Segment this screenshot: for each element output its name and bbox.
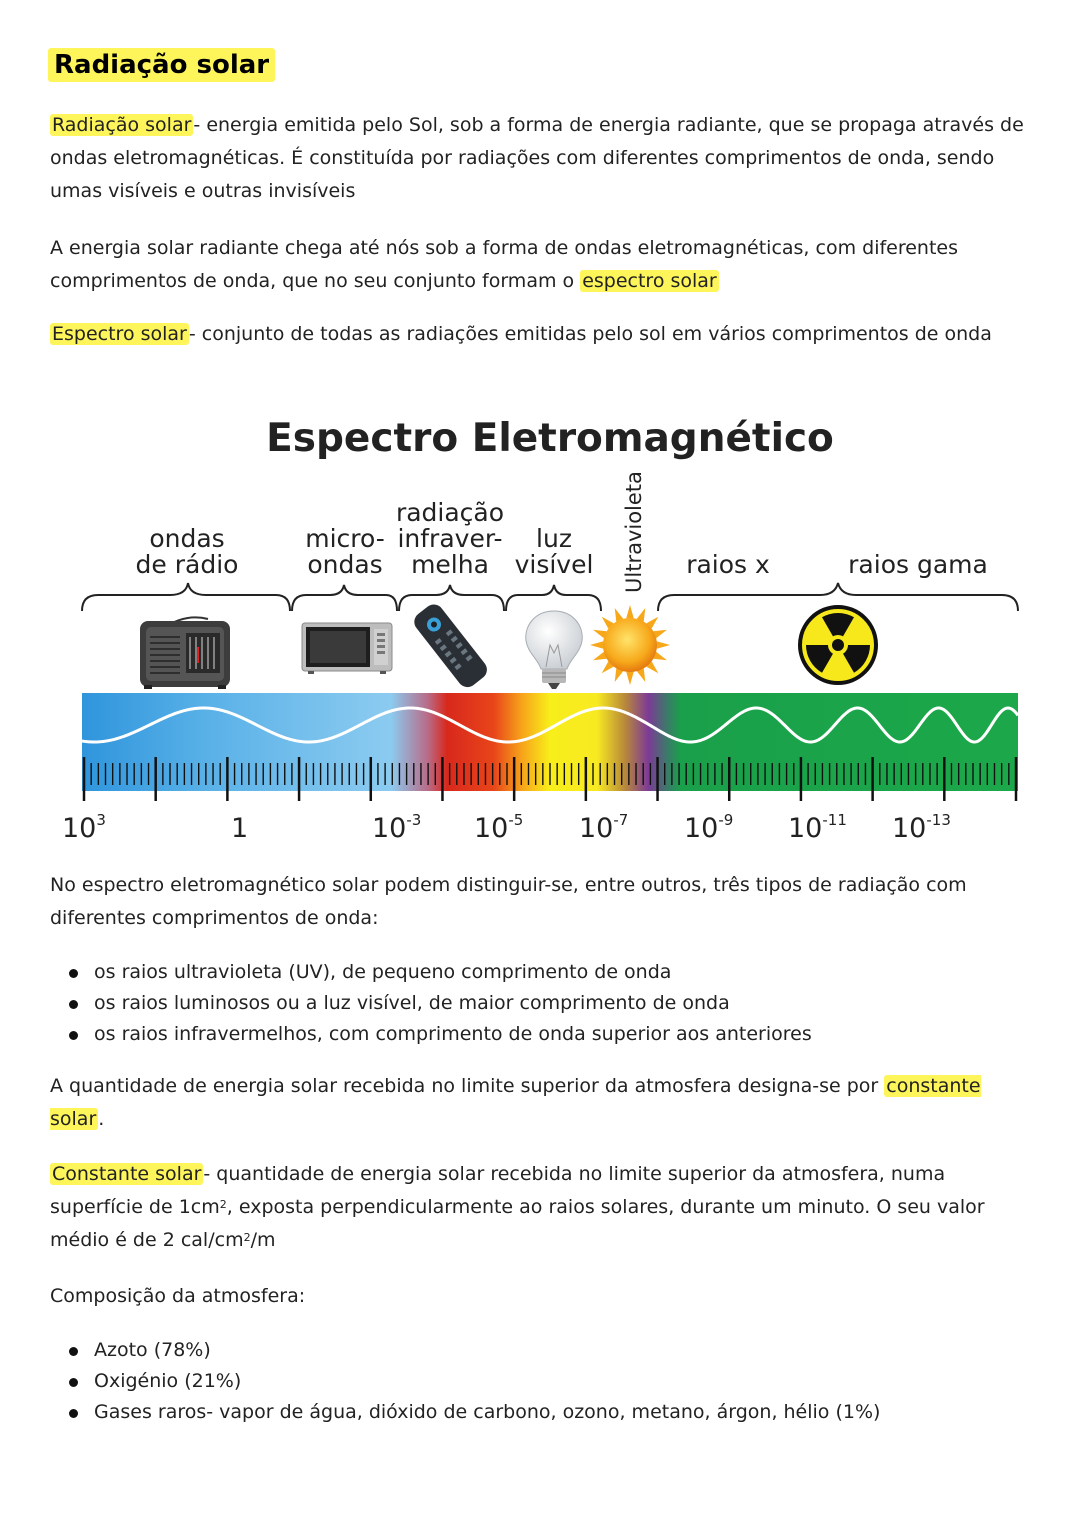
label-micro-line2: ondas: [307, 550, 383, 579]
paragraph-text: A quantidade de energia solar recebida no limite superior da atmosfera designa-se por: [50, 1075, 885, 1097]
label-ir-line3: melha: [411, 550, 489, 579]
list-item: Azoto (78%): [50, 1335, 880, 1366]
highlighted-term: espectro solar: [582, 270, 717, 292]
radio-icon: [140, 617, 230, 689]
paragraph-text: /m: [250, 1229, 276, 1251]
paragraph-quantidade-energia: [50, 1070, 1035, 1136]
atmosphere-composition-list: [50, 1335, 880, 1428]
paragraph-radiacao-solar: [50, 109, 1035, 208]
label-gamma-rays: raios gama: [848, 550, 988, 579]
paragraph-constante-solar: [50, 1158, 1035, 1257]
list-item: os raios ultravioleta (UV), de pequeno comprimento de onda: [50, 957, 812, 988]
scale-label: $10^{-13}$: [892, 811, 951, 844]
label-radio-line2: de rádio: [135, 550, 239, 579]
list-item: os raios luminosos ou a luz visível, de maior comprimento de onda: [50, 988, 812, 1019]
scale-labels: [62, 811, 951, 844]
highlighted-term: Constante solar: [52, 1163, 202, 1185]
label-x-rays: raios x: [686, 550, 770, 579]
scale-label: $10^{-5}$: [474, 811, 524, 844]
list-item: Gases raros- vapor de água, dióxido de carbono, ozono, metano, árgon, hélio (1%): [50, 1397, 880, 1428]
paragraph-text: - quantidade de energia solar recebida no limite superior da atmosfera, numa superfície de 1cm: [50, 1163, 946, 1218]
list-item: os raios infravermelhos, com comprimento de onda superior aos anteriores: [50, 1019, 812, 1050]
label-ir-line1: radiação: [395, 498, 505, 527]
paragraph-text: , exposta perpendicularmente ao raios solares, durante um minuto. O seu valor médio é de 2 cal/cm: [50, 1196, 985, 1251]
remote-control-icon: [410, 600, 491, 691]
superscript: 2: [243, 1231, 251, 1244]
paragraph-composicao: Composição da atmosfera:: [50, 1285, 306, 1307]
label-radio-line1: ondas: [149, 524, 225, 553]
radiation-icon: [798, 603, 876, 683]
paragraph-end: .: [98, 1108, 105, 1130]
highlighted-term: Espectro solar: [52, 323, 187, 345]
paragraph-tipos-radiacao: No espectro eletromagnético solar podem distinguir-se, entre outros, três tipos de radiação com diferentes comprimentos de onda:: [50, 874, 967, 929]
paragraph-energia-solar: [50, 232, 1035, 298]
light-bulb-icon: [526, 611, 583, 689]
scale-label: $10^3$: [62, 811, 106, 844]
scale-label: 1: [231, 813, 249, 844]
scale-label: $10^{-3}$: [372, 811, 422, 844]
page-title: Radiação solar: [48, 50, 275, 80]
superscript: 2: [219, 1198, 227, 1211]
paragraph-text: - energia emitida pelo Sol, sob a forma de energia radiante, que se propaga através de ondas eletromagnéticas. É constituída por radiações com diferentes comprimentos de onda, sendo umas visíveis e outras invisíveis: [50, 114, 1024, 202]
scale-label: $10^{-11}$: [788, 811, 847, 844]
label-ir-line2: infraver-: [397, 524, 503, 553]
paragraph-text: A energia solar radiante chega até nós sob a forma de ondas eletromagnéticas, com diferentes comprimentos de onda, que no seu conjunto formam o: [50, 237, 959, 292]
label-visible-line2: visível: [514, 550, 594, 579]
microwave-icon: [302, 623, 392, 674]
electromagnetic-spectrum-figure: [40, 405, 1040, 855]
sun-icon: [590, 605, 670, 685]
label-ultraviolet: Ultravioleta: [622, 471, 646, 593]
highlighted-term: Radiação solar: [52, 114, 192, 136]
paragraph-espectro-solar: [50, 318, 1035, 351]
figure-title: Espectro Eletromagnético: [266, 416, 834, 461]
label-visible-line1: luz: [536, 524, 572, 553]
scale-label: $10^{-9}$: [684, 811, 734, 844]
radiation-types-list: [50, 957, 812, 1050]
highlighted-term: constante solar: [50, 1075, 981, 1130]
scale-label: $10^{-7}$: [579, 811, 629, 844]
band-braces: [82, 583, 1018, 611]
label-micro-line1: micro-: [305, 524, 385, 553]
list-item: Oxigénio (21%): [50, 1366, 880, 1397]
paragraph-text: - conjunto de todas as radiações emitidas pelo sol em vários comprimentos de onda: [188, 323, 992, 345]
